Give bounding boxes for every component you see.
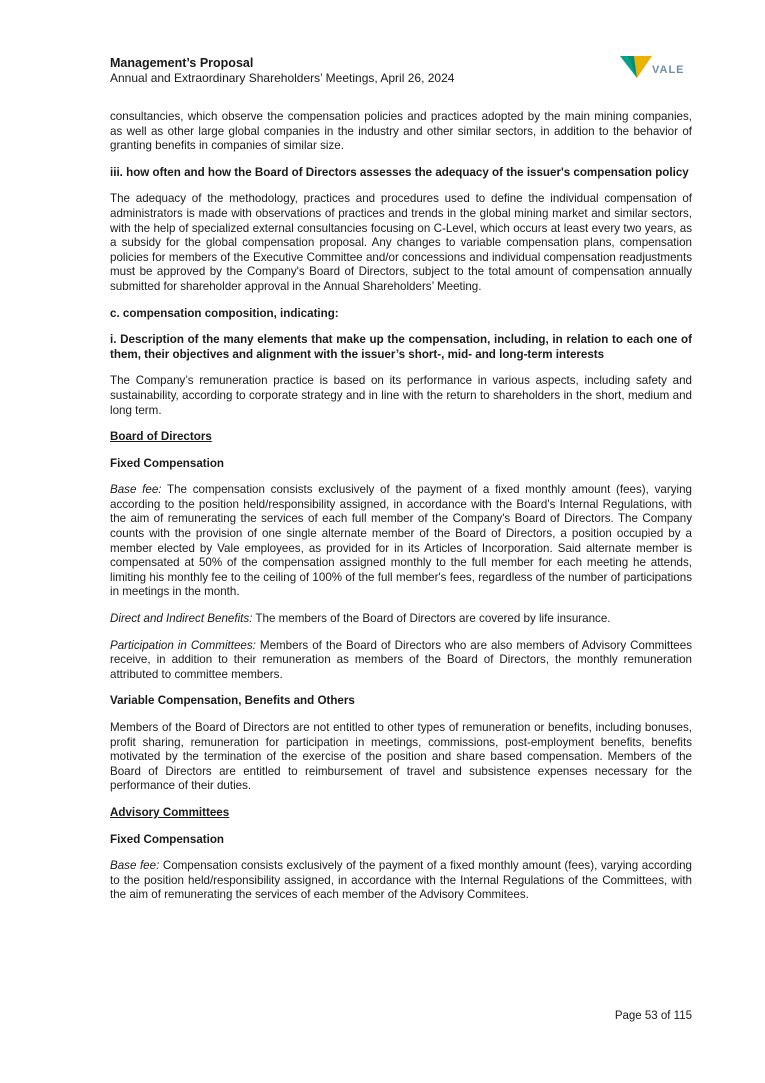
label-benefits: Direct and Indirect Benefits:: [110, 612, 253, 626]
vale-logo: [620, 54, 690, 84]
paragraph-remuneration: The Company’s remuneration practice is based on its performance in various aspects, including safety and sustainability, according to corporate strategy and in line with the return to shareholders in the short, medium and long term.: [110, 374, 692, 417]
paragraph-intro: consultancies, which observe the compensation policies and practices adopted by the main mining companies, as well as other large global companies in the industry and other similar sectors, in addition to the behavior of granting benefits in companies of similar size.: [110, 110, 692, 153]
header-subtitle: Annual and Extraordinary Shareholders’ Meetings, April 26, 2024: [110, 71, 455, 85]
text-base-fee-committees: Compensation consists exclusively of the payment of a fixed monthly amount (fees), varying according to the position held/responsibility assigned, in accordance with the Internal Regulations of the Committees, with the aim of remunerating the services of each member of the Advisory Commitees.: [110, 859, 692, 902]
heading-fixed-compensation-board: Fixed Compensation: [110, 456, 225, 470]
header-title: Management’s Proposal: [110, 56, 254, 70]
text-participation: Members of the Board of Directors who are also members of Advisory Committees receive, in addition to their remuneration as members of the Board of Directors, the monthly remuneration attributed to committee members.: [110, 638, 692, 681]
paragraph-benefits: [110, 612, 692, 627]
paragraph-base-fee-board: [110, 483, 692, 600]
document-body: [110, 110, 692, 915]
heading-variable-compensation: Variable Compensation, Benefits and Others: [110, 694, 355, 708]
logo-wordmark: VALE: [652, 64, 685, 76]
heading-board-of-directors: Board of Directors: [110, 430, 212, 444]
label-participation: Participation in Committees:: [110, 638, 256, 652]
vale-logo-icon: [620, 54, 654, 82]
heading-i: i. Description of the many elements that make up the compensation, including, in relation to each one of them, their objectives and alignment with the issuer’s short-, mid- and long-term interests: [110, 333, 692, 361]
text-benefits: The members of the Board of Directors are covered by life insurance.: [252, 612, 611, 626]
paragraph-base-fee-committees: [110, 859, 692, 903]
heading-c: c. compensation composition, indicating:: [110, 306, 339, 320]
heading-advisory-committees: Advisory Committees: [110, 805, 230, 819]
paragraph-variable: Members of the Board of Directors are not entitled to other types of remuneration or benefits, including bonuses, profit sharing, remuneration for participation in meetings, commissions, post-employment benefits, benefits motivated by the termination of the exercise of the position and share based compensation. Members of the Board of Directors are entitled to reimbursement of travel and subsistence expenses necessary for the performance of their duties.: [110, 721, 692, 793]
text-base-fee-board: The compensation consists exclusively of the payment of a fixed monthly amount (fees), varying according to the position held/responsibility assigned, in accordance with the Board's Internal Regulations, with the aim of remunerating the services of each full member of the Company's Board of Directors. The Company counts with the provision of one single alternate member of the Board of Directors, a position occupied by a member elected by Vale employees, as provided for in its Articles of Incorporation. Said alternate member is compensated at 50% of the compensation assigned monthly to the full member for each meeting he attends, limiting his monthly fee to the ceiling of 100% of the full member's fees, regardless of the number of participations in meetings in the month.: [110, 483, 692, 599]
page-number: Page 53 of 115: [614, 1010, 692, 1022]
paragraph-adequacy: The adequacy of the methodology, practices and procedures used to define the individual compensation of administrators is made with observations of practices and trends in the global mining market and similar sectors, with the help of specialized external consultancies focusing on C-Level, which occurs at least every two years, as a subsidy for the global compensation proposal. Any changes to variable compensation plans, compensation policies for members of the Executive Committee and/or concessions and individual compensation readjustments must be approved by the Company's Board of Directors, subject to the total amount of compensation annually submitted for shareholder approval in the Annual Shareholders’ Meeting.: [110, 192, 692, 293]
heading-fixed-compensation-committees: Fixed Compensation: [110, 832, 225, 846]
page-header: [110, 56, 590, 86]
paragraph-participation: [110, 639, 692, 683]
label-base-fee-committees: Base fee:: [110, 859, 160, 873]
heading-iii: iii. how often and how the Board of Directors assesses the adequacy of the issuer's compensation policy: [110, 165, 689, 179]
label-base-fee-board: Base fee:: [110, 483, 162, 497]
